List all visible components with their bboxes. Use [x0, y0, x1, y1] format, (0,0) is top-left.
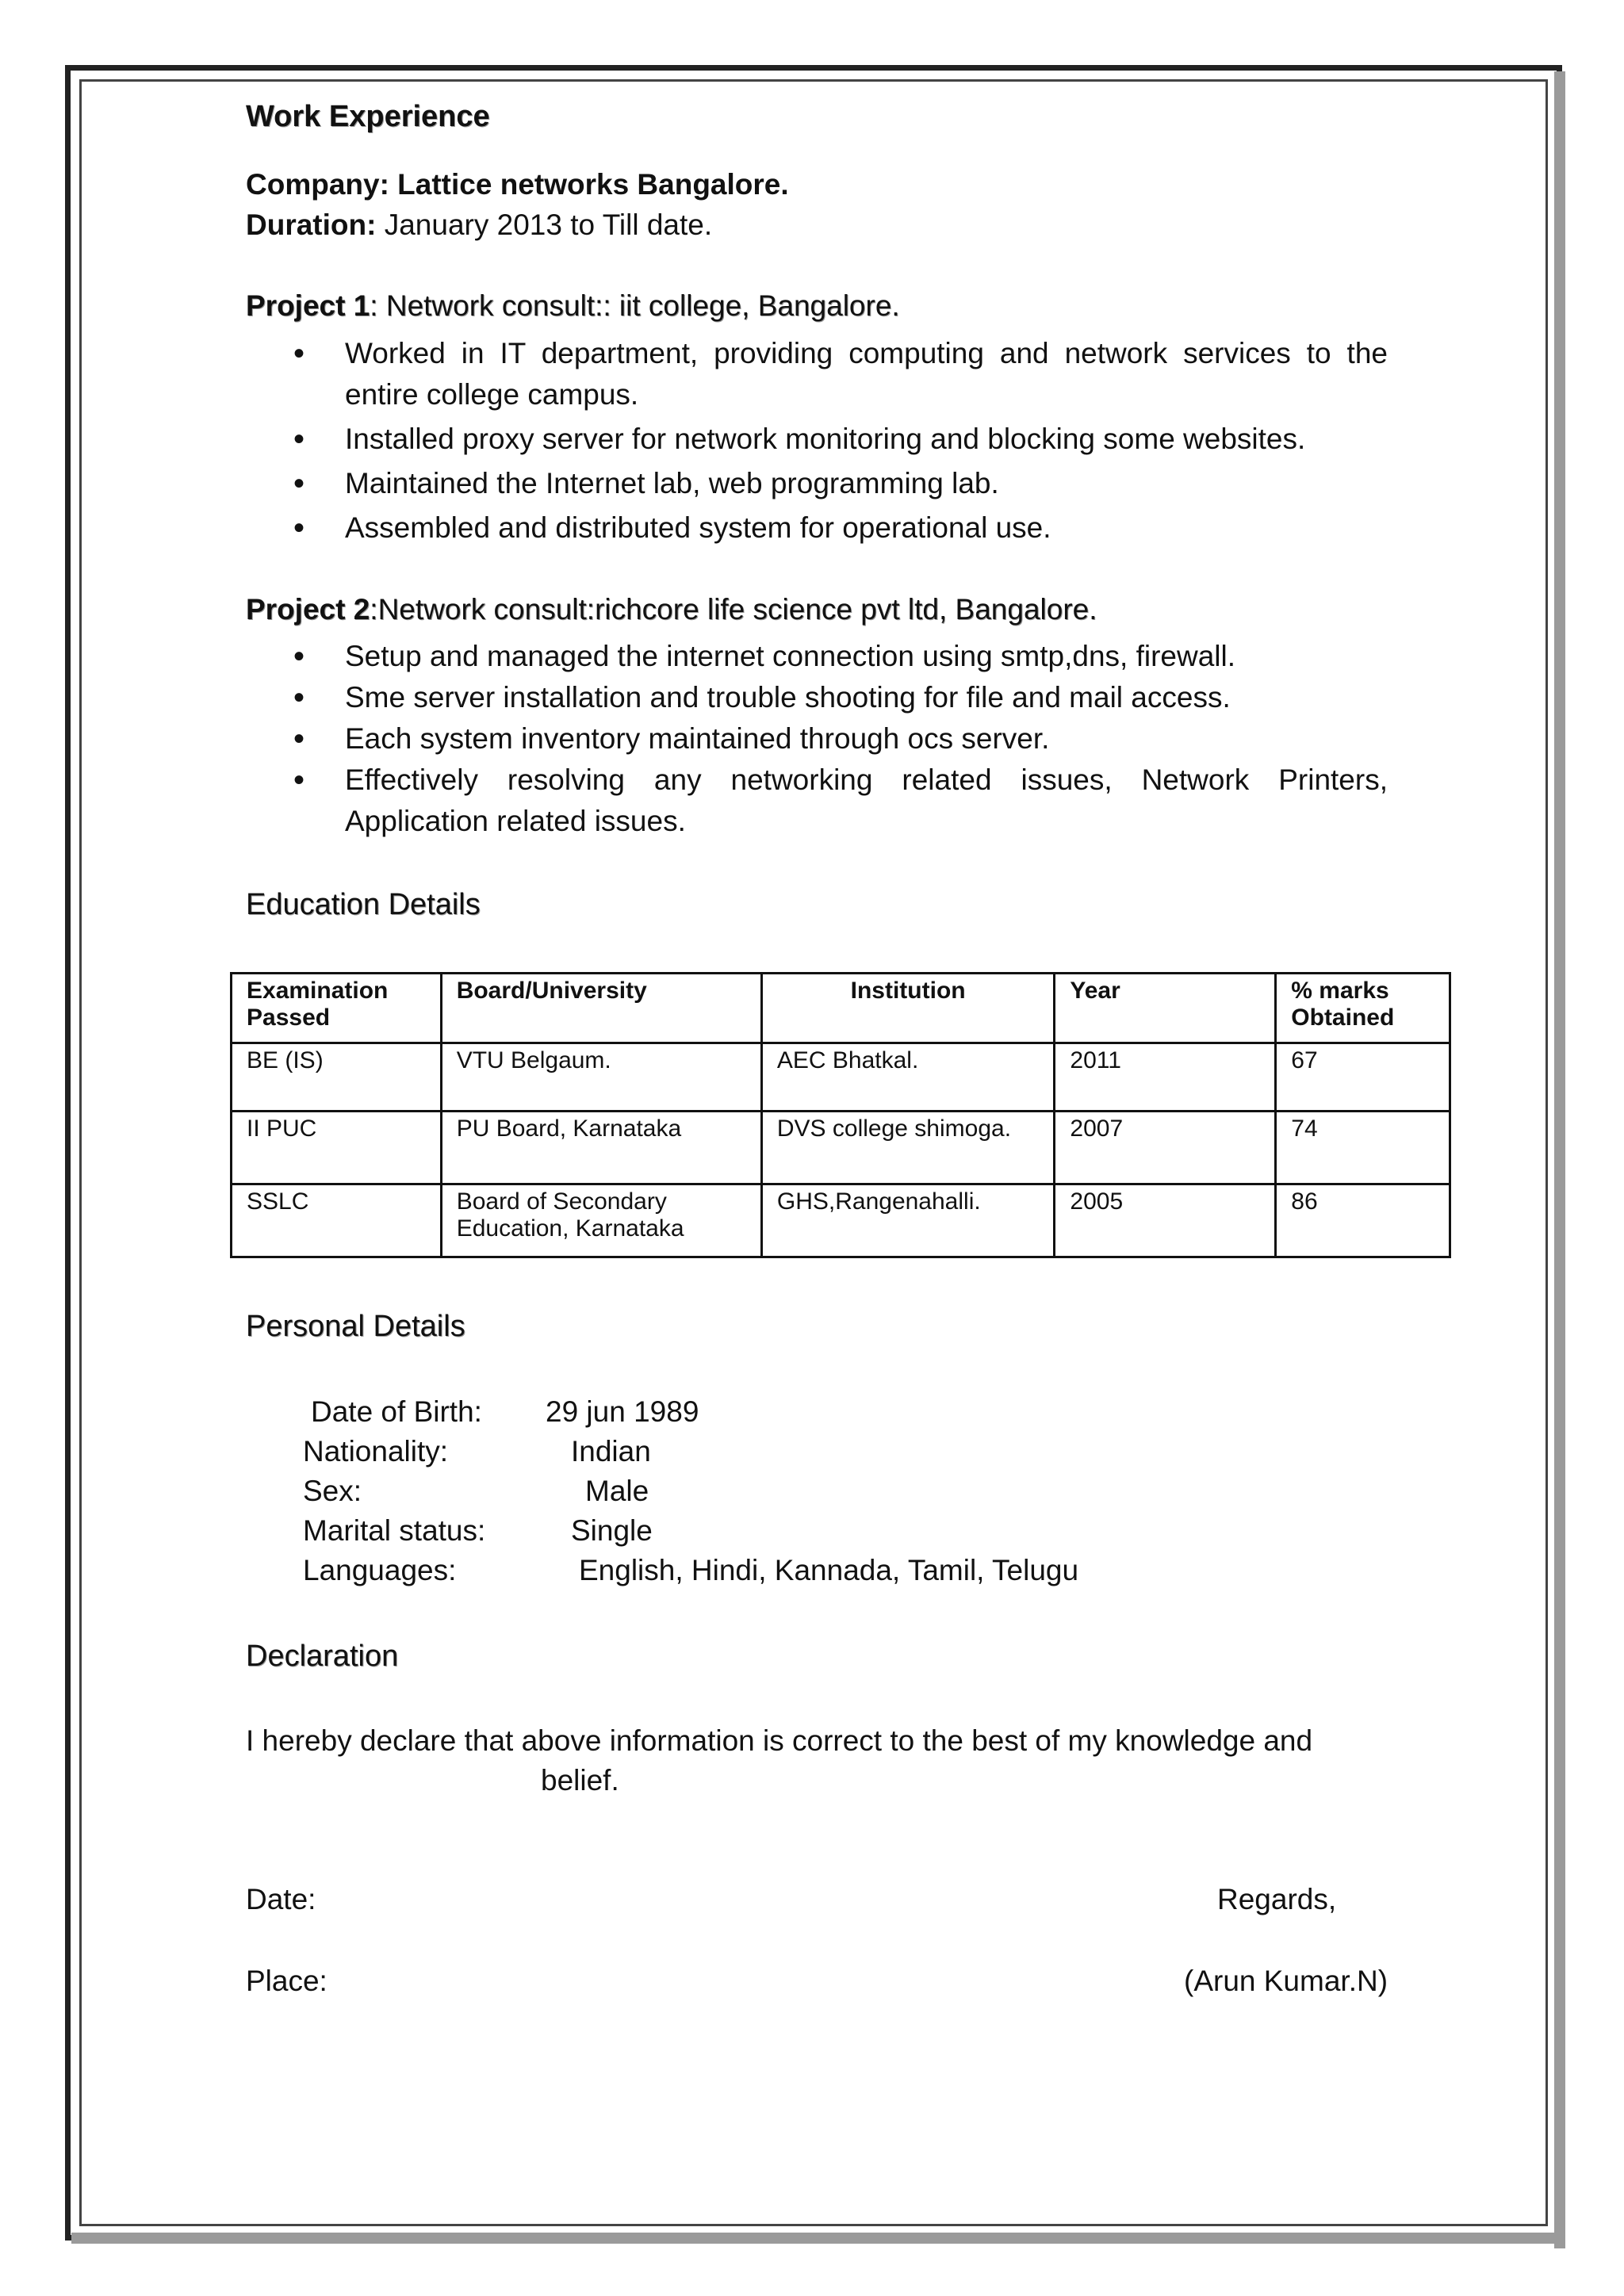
table-cell: II PUC	[232, 1112, 442, 1184]
table-cell: 2011	[1055, 1043, 1276, 1112]
duration-label: Duration:	[246, 209, 377, 241]
table-header: Board/University	[441, 974, 761, 1043]
sex-label: Sex:	[303, 1475, 362, 1507]
list-item: • Worked in IT department, providing computing and network services to the entire college campus.	[246, 333, 1388, 415]
project1-title	[246, 289, 900, 323]
table-cell: PU Board, Karnataka	[441, 1112, 761, 1184]
project2-desc: :Network consult:richcore life science pvt ltd, Bangalore.	[370, 593, 1097, 626]
table-cell: 2005	[1055, 1184, 1276, 1257]
table-row	[232, 1184, 1450, 1257]
table-cell: 67	[1276, 1043, 1450, 1112]
education-table	[230, 972, 1451, 1258]
table-header-row	[232, 974, 1450, 1043]
languages-value: English, Hindi, Kannada, Tamil, Telugu	[579, 1554, 1079, 1586]
duration-value: January 2013 to Till date.	[376, 209, 713, 241]
table-header: Institution	[761, 974, 1055, 1043]
company-line: Company: Lattice networks Bangalore.	[246, 168, 789, 201]
table-cell: Board of Secondary Education, Karnataka	[441, 1184, 761, 1257]
table-cell: GHS,Rangenahalli.	[761, 1184, 1055, 1257]
list-item: • Effectively resolving any networking related issues, Network Printers, Application related issues.	[246, 760, 1388, 842]
signature-name: (Arun Kumar.N)	[1184, 1965, 1388, 1997]
project1-label: Project 1	[246, 289, 370, 322]
list-item: • Assembled and distributed system for operational use.	[246, 507, 1388, 549]
table-cell: AEC Bhatkal.	[761, 1043, 1055, 1112]
page-shadow-right	[1554, 71, 1565, 2248]
table-cell: DVS college shimoga.	[761, 1112, 1055, 1184]
declaration-text-line2: belief.	[541, 1764, 619, 1797]
table-cell: VTU Belgaum.	[441, 1043, 761, 1112]
list-item: • Maintained the Internet lab, web programming lab.	[246, 463, 1388, 504]
declaration-text-line1: I hereby declare that above information is correct to the best of my knowledge and	[246, 1724, 1313, 1757]
list-item: • Setup and managed the internet connection using smtp,dns, firewall.	[246, 636, 1388, 677]
table-cell: BE (IS)	[232, 1043, 442, 1112]
table-cell: 2007	[1055, 1112, 1276, 1184]
project2-title	[246, 593, 1097, 626]
table-cell: SSLC	[232, 1184, 442, 1257]
table-row	[232, 1043, 1450, 1112]
dob-label: Date of Birth:	[311, 1395, 482, 1428]
education-heading: Education Details	[246, 888, 481, 921]
marital-value: Single	[571, 1514, 653, 1547]
list-item: • Each system inventory maintained through ocs server.	[246, 718, 1388, 760]
nationality-label: Nationality:	[303, 1435, 449, 1468]
project1-list	[246, 333, 1388, 549]
table-header: % marks Obtained	[1276, 974, 1450, 1043]
list-item: • Installed proxy server for network monitoring and blocking some websites.	[246, 419, 1388, 460]
declaration-heading: Declaration	[246, 1640, 399, 1673]
dob-value: 29 jun 1989	[546, 1395, 699, 1428]
regards-text: Regards,	[1217, 1883, 1337, 1915]
duration-line	[246, 209, 712, 242]
sex-value: Male	[585, 1475, 649, 1507]
languages-label: Languages:	[303, 1554, 457, 1586]
table-cell: 86	[1276, 1184, 1450, 1257]
table-header: Year	[1055, 974, 1276, 1043]
project2-list	[246, 636, 1388, 842]
project2-label: Project 2	[246, 593, 370, 626]
personal-heading: Personal Details	[246, 1310, 465, 1343]
list-item: • Sme server installation and trouble shooting for file and mail access.	[246, 677, 1388, 718]
nationality-value: Indian	[571, 1435, 651, 1468]
place-label: Place:	[246, 1965, 327, 1997]
table-cell: 74	[1276, 1112, 1450, 1184]
table-row	[232, 1112, 1450, 1184]
work-experience-heading: Work Experience	[246, 100, 490, 133]
table-header: Examination Passed	[232, 974, 442, 1043]
marital-label: Marital status:	[303, 1514, 486, 1547]
project1-desc: : Network consult:: iit college, Bangalore.	[370, 289, 900, 322]
date-label: Date:	[246, 1883, 316, 1915]
page-shadow-bottom	[71, 2233, 1565, 2244]
